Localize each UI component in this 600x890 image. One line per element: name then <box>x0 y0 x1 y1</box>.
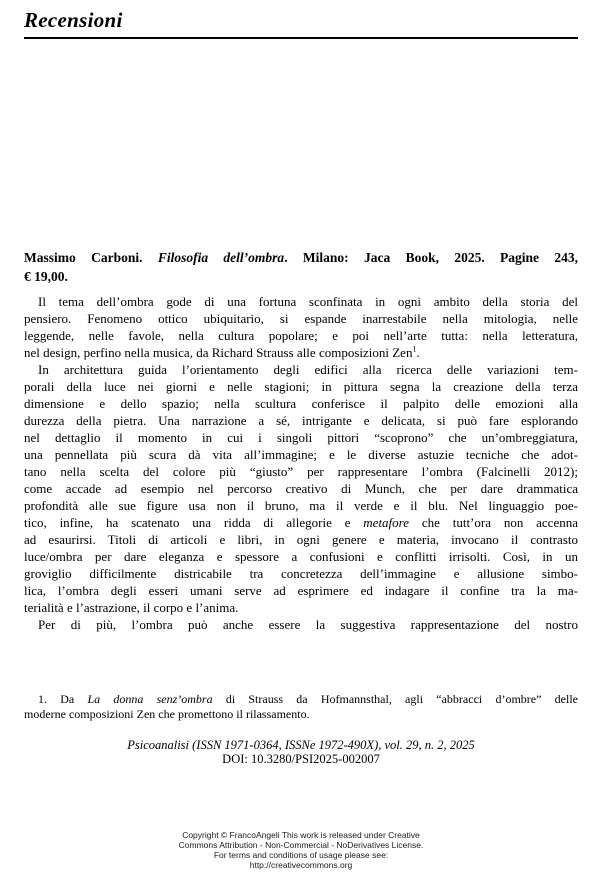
section-title: Recensioni <box>24 8 123 32</box>
journal-info <box>24 738 578 766</box>
body-line: nel dettaglio il momento in cui i singoli pittori “scoprono” che un’ombreggiatura, <box>24 430 578 445</box>
body-line: Per di più, l’ombra può anche essere la suggestiva rappresentazione del nostro <box>38 617 578 632</box>
body-line: In architettura guida l’orientamento degli edifici alla ricerca delle variazioni tem- <box>38 362 578 377</box>
citation-line: Massimo Carboni. Filosofia dell’ombra. Milano: Jaca Book, 2025. Pagine 243, <box>24 250 579 265</box>
footnote <box>24 692 578 721</box>
body-line: porali della luce nei giorni e nelle stagioni; in pittura segna la creazione della terza <box>24 379 578 394</box>
body-line: terialità e l’astrazione, il corpo e l’anima. <box>24 600 239 615</box>
body-line: leggende, nelle favole, nella cultura popolare; e poi nell’arte tutta: nella letteratura, <box>24 328 578 343</box>
section-header <box>24 9 578 39</box>
copyright-line: Copyright © FrancoAngeli This work is released under Creative <box>182 830 420 840</box>
body-line: profondità alle sue figure usa non il bruno, ma il verde e il blu. Nel linguaggio poe- <box>24 498 578 513</box>
body-line: luce/ombra per dare eleganza e spessore a confusioni e conflitti irrisolti. Così, in un <box>24 549 578 564</box>
body-line: nel design, perfino nella musica, da Richard Strauss alle composizioni Zen$^1$. <box>24 344 420 360</box>
book-citation <box>24 248 578 286</box>
body-line: dimensione e dello spazio; nella scultura conferisce il palpito delle emozioni alla <box>24 396 578 411</box>
review-body <box>24 293 578 633</box>
doi-line: DOI: 10.3280/PSI2025-002007 <box>222 752 380 766</box>
copyright-line: Commons Attribution - Non-Commercial - NoDerivatives License. <box>178 840 424 850</box>
citation-line: € 19,00. <box>24 269 68 284</box>
body-line: una pennellata più scura dà vita all’immagine; e le diverse astuzie tecniche che adot- <box>24 447 578 462</box>
body-line: come accade ad esempio nel percorso creativo di Munch, che per dare drammatica <box>24 481 578 496</box>
body-line: pensiero. Fenomeno ottico ubiquitario, si espande inarrestabile nella mitologia, nelle <box>24 311 578 326</box>
copyright-line: http://creativecommons.org <box>249 860 353 870</box>
body-line: tico, infine, ha scatenato una ridda di allegorie e metafore che tutt’ora non accenna <box>24 515 578 530</box>
copyright-notice <box>24 830 578 870</box>
body-paragraph <box>24 293 578 361</box>
body-line: lica, l’ombra degli esseri umani serve ad esprimere ed indagare il confine tra la ma- <box>24 583 578 598</box>
body-line: ad esaurirsi. Titoli di articoli e libri, in ogni genere e materia, invocano il contrasto <box>24 532 578 547</box>
body-paragraph <box>24 361 578 616</box>
body-paragraph <box>24 616 578 633</box>
body-line: Il tema dell’ombra gode di una fortuna sconfinata in ogni ambito della storia del <box>38 294 578 309</box>
journal-issue-line: Psicoanalisi (ISSN 1971-0364, ISSNe 1972-490X), vol. 29, n. 2, 2025 <box>127 738 475 752</box>
footnote-line: moderne composizioni Zen che promettono il rilassamento. <box>24 706 310 721</box>
body-line: tano nella scelta del colore più “giusto” per rappresentare l’ombra (Falcinelli 2012); <box>24 464 578 479</box>
footnote-line: 1. Da La donna senz’ombra di Strauss da Hofmannsthal, agli “abbracci d’ombre” delle <box>38 692 578 706</box>
body-line: durezza della pietra. Una narrazione a sé, intrigante e delicata, si può fare esplorando <box>24 413 578 428</box>
copyright-line: For terms and conditions of usage please see: <box>213 850 389 860</box>
body-line: groviglio difficilmente districabile tra concretezza dell’immagine e allusione simbo- <box>24 566 578 581</box>
